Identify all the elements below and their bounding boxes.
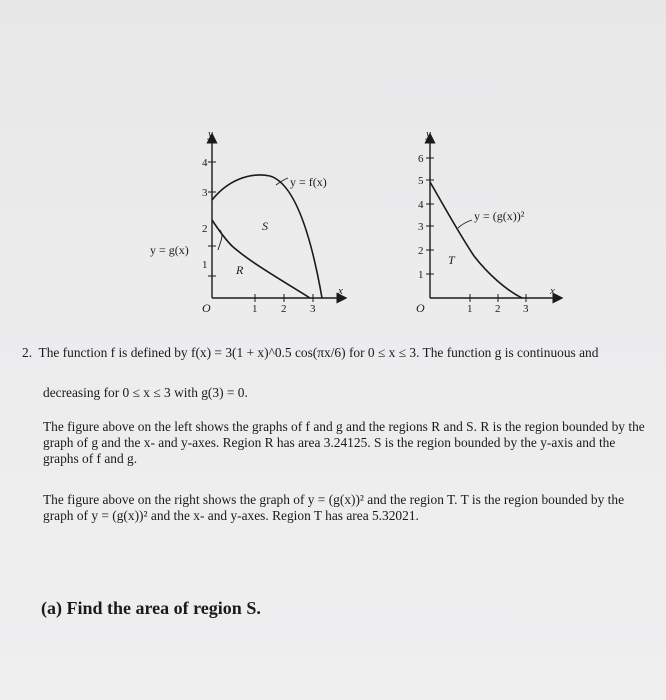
y-tick-6: 6 (418, 153, 424, 165)
y-tick-1: 1 (418, 269, 424, 281)
y-tick-3: 3 (202, 187, 208, 199)
right-graph (382, 128, 582, 318)
x-tick-2: 2 (281, 303, 287, 315)
y-axis-label: y (426, 128, 431, 140)
problem-number: 2. (22, 345, 33, 360)
f-curve-label: y = f(x) (290, 175, 327, 189)
x-axis-label: x (338, 285, 343, 297)
y-tick-4: 4 (202, 157, 208, 169)
origin-label: O (202, 301, 211, 315)
g-squared-label: y = (g(x))² (474, 209, 525, 223)
x-tick-3: 3 (310, 303, 316, 315)
y-tick-2: 2 (202, 223, 208, 235)
region-R-label: R (236, 263, 244, 277)
x-tick-2: 2 (495, 303, 501, 315)
domain-condition: for 0 ≤ x ≤ 3. The function g is continuous and (348, 345, 599, 360)
x-axis-label: x (550, 285, 555, 297)
g-curve-label: y = g(x) (150, 243, 189, 257)
paragraph-right-figure: The figure above on the right shows the graph of y = (g(x))² and the region T. T is the region bounded by the graph of y = (g(x))² and the x- and y-axes. Region T has area 5.32021. (43, 492, 625, 523)
y-tick-5: 5 (418, 175, 424, 187)
g-curve (212, 220, 310, 298)
paragraph-left-figure: The figure above on the left shows the graphs of f and g and the regions R and S. R is the region bounded by the graph of g and the x- and y-axes. Region R has area 3.24125. S is the region bounded by the y-axis and the graphs of f and g. (43, 419, 645, 466)
problem-intro: The function f is defined by (38, 345, 188, 360)
region-T-label: T (448, 253, 455, 267)
g-squared-curve (430, 182, 522, 298)
x-tick-1: 1 (467, 303, 473, 315)
x-tick-1: 1 (252, 303, 258, 315)
y-axis-label: y (208, 128, 213, 140)
y-tick-1: 1 (202, 259, 208, 271)
problem-line-2: decreasing for 0 ≤ x ≤ 3 with g(3) = 0. (43, 385, 248, 400)
function-definition: f(x) = 3(1 + x)^0.5 cos(πx/6) (191, 345, 346, 360)
region-S-label: S (262, 219, 268, 233)
left-graph (150, 128, 360, 318)
problem-line-1 (22, 345, 598, 361)
origin-label: O (416, 301, 425, 315)
y-tick-3: 3 (418, 221, 424, 233)
f-curve (212, 175, 322, 298)
x-tick-3: 3 (523, 303, 529, 315)
y-tick-2: 2 (418, 245, 424, 257)
y-tick-4: 4 (418, 199, 424, 211)
part-a-question: (a) Find the area of region S. (41, 598, 261, 618)
